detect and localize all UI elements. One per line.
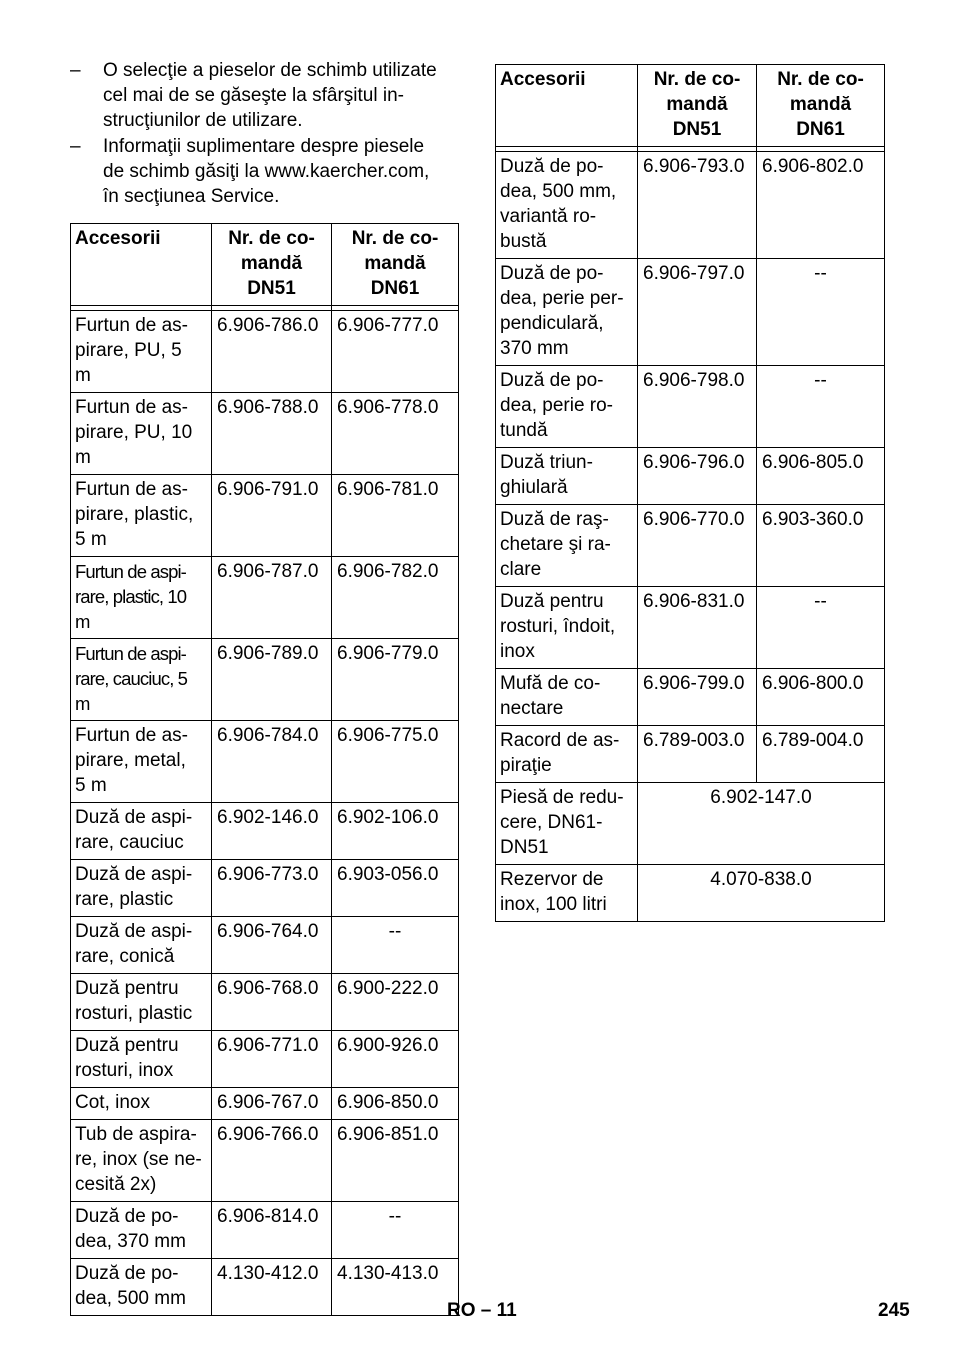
accessory-name: Duză de aspi- rare, plastic (71, 860, 212, 917)
bullet-text: Informaţii suplimentare despre piesele de schimb găsiţi la www.kaercher.com, în secţiunea Service. (103, 136, 430, 207)
order-number-dn51: 6.906-764.0 (212, 917, 332, 974)
table-row (71, 917, 459, 974)
order-number-dn61: 6.906-781.0 (332, 475, 459, 557)
table-row (496, 259, 885, 366)
order-number-dn51: 6.906-799.0 (638, 669, 757, 726)
order-number-dn61: -- (332, 917, 459, 974)
order-number-dn51: 6.906-770.0 (638, 505, 757, 587)
bullet-item (70, 58, 460, 133)
table-body (496, 152, 885, 922)
accessory-name: Duză triun- ghiulară (496, 448, 638, 505)
order-number-dn61: 6.903-360.0 (757, 505, 885, 587)
accessories-table-left (70, 223, 459, 1316)
accessory-name: Mufă de co- nectare (496, 669, 638, 726)
header-dn61: Nr. de co- mandă DN61 (757, 65, 885, 147)
order-number-dn61: 6.906-779.0 (332, 639, 459, 721)
order-number-dn51: 6.906-784.0 (212, 721, 332, 803)
accessory-name: Tub de aspira- re, inox (se ne- cesită 2x) (71, 1120, 212, 1202)
accessory-name: Duză de raş- chetare şi ra- clare (496, 505, 638, 587)
accessory-name: Furtun de as- pirare, plastic, 5 m (71, 475, 212, 557)
table-row (71, 1088, 459, 1120)
accessory-name: Duză pentru rosturi, inox (71, 1031, 212, 1088)
order-number-dn61: 6.900-926.0 (332, 1031, 459, 1088)
order-number-dn51: 6.906-793.0 (638, 152, 757, 259)
order-number-dn61: -- (757, 366, 885, 448)
table-row (71, 974, 459, 1031)
table-row (496, 587, 885, 669)
accessory-name: Cot, inox (71, 1088, 212, 1120)
table-row (496, 152, 885, 259)
table-row (496, 448, 885, 505)
order-number-dn61: 6.906-777.0 (332, 311, 459, 393)
accessory-name: Duză de po- dea, 500 mm, variantă ro- bustă (496, 152, 638, 259)
order-number-dn61: 6.789-004.0 (757, 726, 885, 783)
footer-section-label: RO – 11 (447, 1300, 517, 1321)
order-number-dn61: -- (332, 1202, 459, 1259)
accessory-name: Duză de po- dea, perie ro- tundă (496, 366, 638, 448)
table-header-row (496, 65, 885, 147)
table-row (71, 639, 459, 721)
bullet-list (70, 58, 460, 210)
order-number-dn61: 6.903-056.0 (332, 860, 459, 917)
order-number-dn61: -- (757, 259, 885, 366)
accessory-name: Duză pentru rosturi, plastic (71, 974, 212, 1031)
table-row (496, 726, 885, 783)
table-row (71, 1031, 459, 1088)
order-number-dn51: 6.906-786.0 (212, 311, 332, 393)
order-number-dn51: 6.906-767.0 (212, 1088, 332, 1120)
accessory-name: Racord de as- piraţie (496, 726, 638, 783)
order-number-dn61: -- (757, 587, 885, 669)
order-number-dn51: 6.906-788.0 (212, 393, 332, 475)
header-dn61: Nr. de co- mandă DN61 (332, 224, 459, 306)
table-header-row (71, 224, 459, 306)
order-number-dn51: 6.906-814.0 (212, 1202, 332, 1259)
bullet-marker: – (70, 136, 81, 157)
table-row (71, 803, 459, 860)
accessory-name: Duză de po- dea, 370 mm (71, 1202, 212, 1259)
accessory-name: Furtun de as- pirare, PU, 10 m (71, 393, 212, 475)
bullet-text: O selecţie a pieselor de schimb utilizate cel mai de se găseşte la sfârşitul in- strucţiunilor de utilizare. (103, 60, 437, 131)
order-number-dn61: 6.906-851.0 (332, 1120, 459, 1202)
table-row (496, 669, 885, 726)
order-number-dn51: 6.906-831.0 (638, 587, 757, 669)
order-number-dn61: 6.906-775.0 (332, 721, 459, 803)
order-number-dn51: 6.902-146.0 (212, 803, 332, 860)
order-number-dn61: 6.900-222.0 (332, 974, 459, 1031)
order-number-dn61: 6.906-805.0 (757, 448, 885, 505)
table-row (71, 1120, 459, 1202)
table-row (496, 783, 885, 865)
order-number-dn51: 6.906-789.0 (212, 639, 332, 721)
accessory-name: Duză de aspi- rare, cauciuc (71, 803, 212, 860)
order-number-dn51: 6.906-771.0 (212, 1031, 332, 1088)
order-number-dn61: 6.902-106.0 (332, 803, 459, 860)
header-accessories: Accesorii (71, 224, 212, 306)
accessory-name: Furtun de aspi- rare, cauciuc, 5 m (71, 639, 212, 721)
order-number-dn51: 6.906-768.0 (212, 974, 332, 1031)
table-body (71, 311, 459, 1316)
header-dn51: Nr. de co- mandă DN51 (212, 224, 332, 306)
order-number-dn51: 4.130-412.0 (212, 1259, 332, 1316)
order-number-dn61: 4.130-413.0 (332, 1259, 459, 1316)
order-number-dn61: 6.906-778.0 (332, 393, 459, 475)
order-number-both: 6.902-147.0 (638, 783, 885, 865)
table-row (496, 865, 885, 922)
footer-page-number: 245 (878, 1300, 910, 1321)
accessory-name: Duză de aspi- rare, conică (71, 917, 212, 974)
order-number-dn51: 6.906-773.0 (212, 860, 332, 917)
order-number-dn51: 6.789-003.0 (638, 726, 757, 783)
accessory-name: Furtun de aspi- rare, plastic, 10 m (71, 557, 212, 639)
accessory-name: Duză de po- dea, 500 mm (71, 1259, 212, 1316)
header-accessories: Accesorii (496, 65, 638, 147)
table-row (71, 1202, 459, 1259)
table-row (71, 393, 459, 475)
accessory-name: Duză de po- dea, perie per- pendiculară, 370 mm (496, 259, 638, 366)
order-number-both: 4.070-838.0 (638, 865, 885, 922)
table-row (71, 1259, 459, 1316)
accessory-name: Duză pentru rosturi, îndoit, inox (496, 587, 638, 669)
table-row (71, 557, 459, 639)
order-number-dn51: 6.906-796.0 (638, 448, 757, 505)
table-row (71, 721, 459, 803)
accessory-name: Rezervor de inox, 100 litri (496, 865, 638, 922)
order-number-dn61: 6.906-800.0 (757, 669, 885, 726)
order-number-dn61: 6.906-802.0 (757, 152, 885, 259)
table-row (496, 505, 885, 587)
accessory-name: Furtun de as- pirare, metal, 5 m (71, 721, 212, 803)
bullet-item (70, 134, 460, 209)
accessory-name: Furtun de as- pirare, PU, 5 m (71, 311, 212, 393)
order-number-dn51: 6.906-791.0 (212, 475, 332, 557)
order-number-dn61: 6.906-850.0 (332, 1088, 459, 1120)
table-row (71, 475, 459, 557)
order-number-dn51: 6.906-766.0 (212, 1120, 332, 1202)
bullet-marker: – (70, 60, 81, 81)
table-row (496, 366, 885, 448)
order-number-dn51: 6.906-797.0 (638, 259, 757, 366)
accessory-name: Piesă de redu- cere, DN61- DN51 (496, 783, 638, 865)
accessories-table-right (495, 64, 885, 922)
table-row (71, 860, 459, 917)
table-row (71, 311, 459, 393)
order-number-dn51: 6.906-798.0 (638, 366, 757, 448)
header-dn51: Nr. de co- mandă DN51 (638, 65, 757, 147)
order-number-dn61: 6.906-782.0 (332, 557, 459, 639)
order-number-dn51: 6.906-787.0 (212, 557, 332, 639)
